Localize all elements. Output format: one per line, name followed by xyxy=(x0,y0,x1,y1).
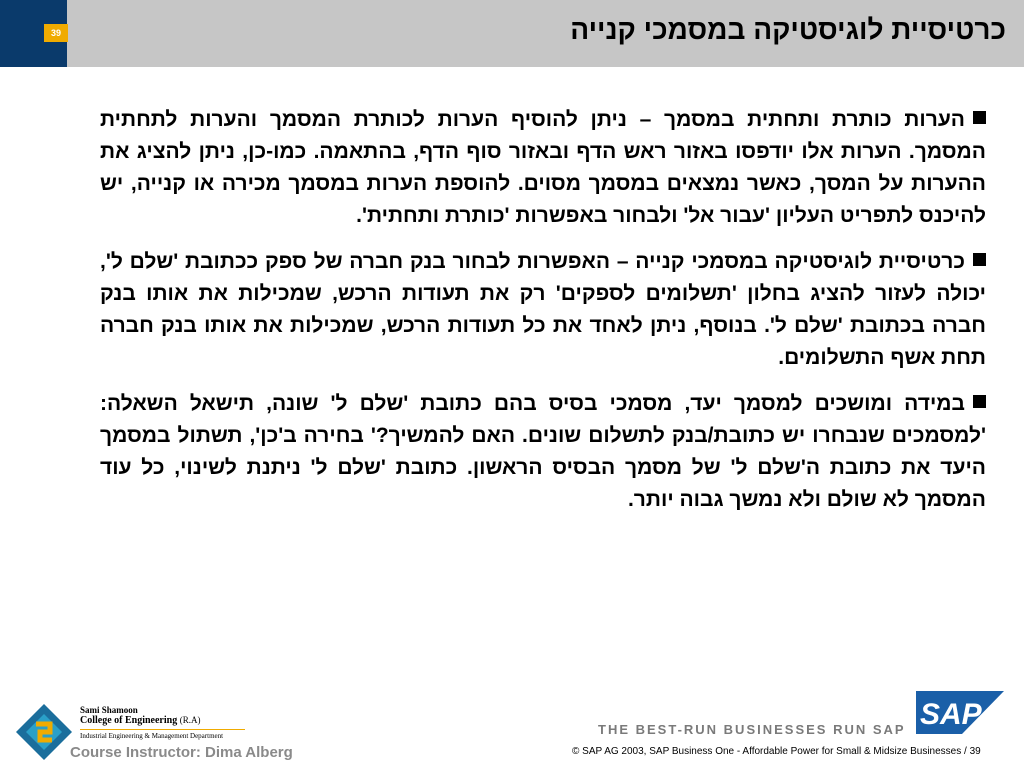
sap-logo-text: SAP xyxy=(920,698,982,731)
sap-tagline: THE BEST-RUN BUSINESSES RUN SAP xyxy=(598,722,906,737)
header-bar xyxy=(0,0,1024,67)
college-name-line2 xyxy=(80,715,250,726)
square-bullet-icon xyxy=(973,111,986,124)
square-bullet-icon xyxy=(973,395,986,408)
square-bullet-icon xyxy=(973,253,986,266)
course-instructor: Course Instructor: Dima Alberg xyxy=(70,744,293,761)
slide-content xyxy=(100,104,986,530)
bullet-paragraph-1 xyxy=(100,104,986,232)
college-logo-icon xyxy=(14,702,74,762)
page-number-badge: 39 xyxy=(44,24,68,42)
sap-logo-icon xyxy=(916,691,1004,734)
department-name: Industrial Engineering & Management Department xyxy=(80,732,224,740)
college-name-text: College of Engineering xyxy=(80,715,178,726)
divider xyxy=(80,729,245,730)
paragraph-text: כרטיסיית לוגיסטיקה במסמכי קנייה – האפשרות לבחור בנק חברה של ספק ככתובת 'שלם ל', יכולה לעזור להציג בחלון 'תשלומים לספקים' רק את תעודות הרכש, שמכילות את אותו בנק חברה בכתובת 'שלם ל'. בנוסף, ניתן לאחד את כל תעודות הרכש, שמכילות את אותו בנק חברה תחת אשף התשלומים. xyxy=(100,250,986,369)
bullet-paragraph-2 xyxy=(100,246,986,374)
college-info xyxy=(80,705,250,740)
copyright-notice: © SAP AG 2003, SAP Business One - Affordable Power for Small & Midsize Businesses / 39 xyxy=(572,746,981,757)
paragraph-text: הערות כותרת ותחתית במסמך – ניתן להוסיף הערות לכותרת המסמך והערות לתחתית המסמך. הערות אלו יודפסו באזור ראש הדף ובאזור סוף הדף, בהתאמה. כמו-כן, ניתן להציג את ההערות על המסך, כאשר נמצאים במסמך מסוים. להוספת הערות במסמך מכירה או קנייה, יש להיכנס לתפריט העליון 'עבור אל' ולבחור באפשרות 'כותרת ותחתית'. xyxy=(100,108,986,227)
paragraph-text: במידה ומושכים למסמך יעד, מסמכי בסיס בהם כתובת 'שלם ל' שונה, תישאל השאלה: 'למסמכים שנבחרו יש כתובת/בנק לתשלום שונים. האם להמשיך?' בחירה ב'כן', תשתול במסמך היעד את כתובת ה'שלם ל' של מסמך הבסיס הראשון. כתובת 'שלם ל' ניתנת לשינוי, כל עוד המסמך לא שולם ולא נמשך גבוה יותר. xyxy=(100,392,986,511)
slide-title: כרטיסיית לוגיסטיקה במסמכי קנייה xyxy=(570,14,1006,45)
college-name-line1: Sami Shamoon xyxy=(80,705,138,715)
college-suffix: (R.A) xyxy=(179,715,201,725)
bullet-paragraph-3 xyxy=(100,388,986,516)
